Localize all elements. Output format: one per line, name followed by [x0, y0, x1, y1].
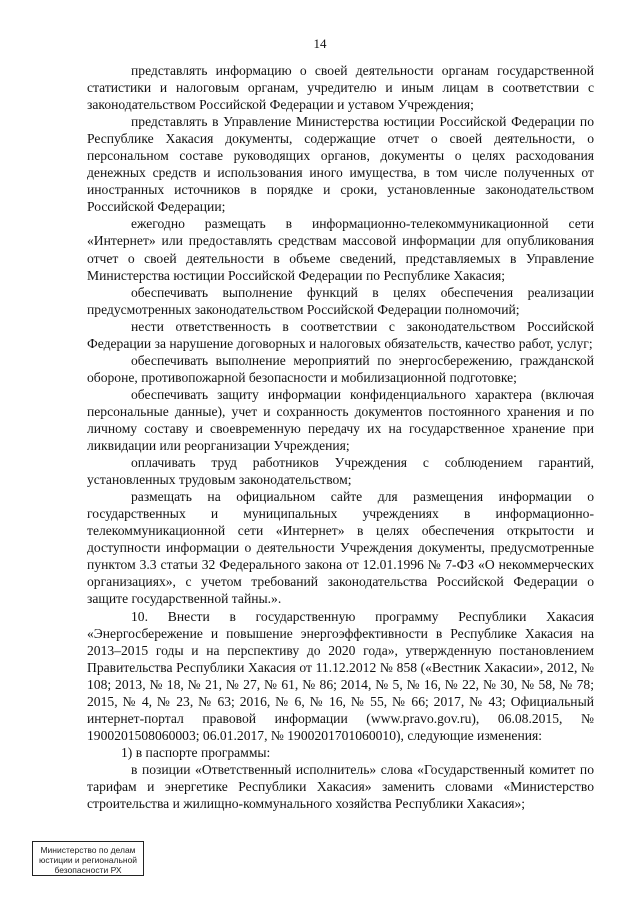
- paragraph: в позиции «Ответственный исполнитель» слова «Государственный комитет по тарифам и энергетике Республики Хакасия» заменить словами «Министерство строительства и жилищно-коммунального хозяйства Республики Хакасия»;: [87, 761, 594, 812]
- page-number: 14: [313, 36, 327, 51]
- paragraph: 10. Внести в государственную программу Республики Хакасия «Энергосбережение и повышение энергоэффективности в Республике Хакасия на 2013–2015 годы и на перспективу до 2020 года», утвержденную постановлением Правительства Республики Хакасия от 11.12.2012 № 858 («Вестник Хакасии», 2012, № 108; 2013, № 18, № 21, № 27, № 61, № 86; 2014, № 5, № 16, № 22, № 30, № 58, № 78; 2015, № 4, № 23, № 63; 2016, № 6, № 16, № 55, № 66; 2017, № 43; Официальный интернет-портал правовой информации (www.pravo.gov.ru), 06.08.2015, № 1900201508060003; 06.01.2017, № 1900201701060010), следующие изменения:: [87, 608, 594, 743]
- paragraph: ежегодно размещать в информационно-телекоммуникационной сети «Интернет» или предоставлять средствам массовой информации для опубликования отчет о своей деятельности в объеме сведений, представляемых в Управление Министерства юстиции Российской Федерации по Республике Хакасия;: [87, 216, 594, 283]
- paragraph: обеспечивать выполнение мероприятий по энергосбережению, гражданской обороне, противопожарной безопасности и мобилизационной подготовке;: [87, 352, 594, 385]
- stamp-line: безопасности РХ: [54, 865, 122, 875]
- stamp-line: юстиции и региональной: [38, 855, 138, 865]
- paragraph: оплачивать труд работников Учреждения с соблюдением гарантий, установленных трудовым законодательством;: [87, 455, 594, 488]
- paragraph: представлять в Управление Министерства юстиции Российской Федерации по Республике Хакасия документы, содержащие отчет о своей деятельности, о персональном составе руководящих органов, документы о целях расходования денежных средств и использования иного имущества, в том числе полученных от иностранных источников в порядке и сроки, установленные законодательством Российской Федерации;: [87, 114, 594, 215]
- paragraph: размещать на официальном сайте для размещения информации о государственных и муниципальных учреждениях в информационно-телекоммуникационной сети «Интернет» в целях обеспечения открытости и доступности информации о деятельности Учреждения документы, предусмотренные пунктом 3.3 статьи 32 Федерального закона от 12.01.1996 № 7-ФЗ «О некоммерческих организациях», с учетом требований законодательства Российской Федерации о защите государственной тайны.».: [87, 489, 594, 607]
- document-body: [87, 62, 594, 812]
- paragraph: представлять информацию о своей деятельности органам государственной статистики и налоговым органам, учредителю и иным лицам в соответствии с законодательством Российской Федерации и уставом Учреждения;: [87, 63, 594, 113]
- paragraph: нести ответственность в соответствии с законодательством Российской Федерации за нарушение договорных и налоговых обязательств, качество работ, услуг;: [87, 318, 594, 351]
- paragraph: обеспечивать выполнение функций в целях обеспечения реализации предусмотренных законодательством Российской Федерации полномочий;: [87, 284, 594, 317]
- paragraph: обеспечивать защиту информации конфиденциального характера (включая персональные данные), учет и сохранность документов постоянного хранения и по личному составу и своевременную передачу их на государственное хранение при ликвидации или реорганизации Учреждения;: [87, 386, 594, 454]
- stamp-line: Министерство по делам: [40, 845, 136, 855]
- ministry-stamp: [32, 841, 144, 876]
- subheading: 1) в паспорте программы:: [121, 744, 271, 760]
